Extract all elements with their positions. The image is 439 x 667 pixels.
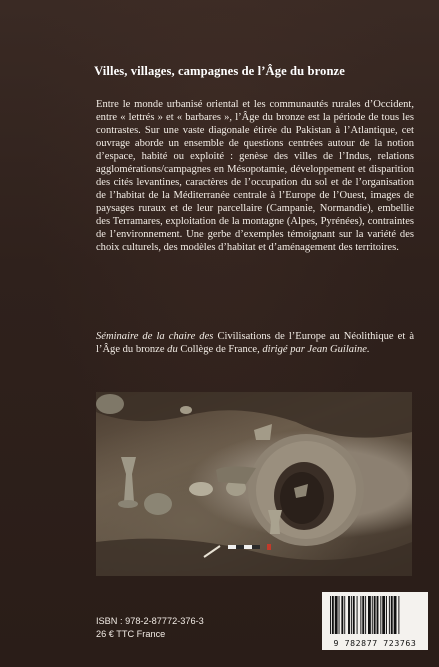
excavation-photo xyxy=(96,392,412,576)
barcode-bar xyxy=(372,596,373,634)
barcode-bars xyxy=(322,592,428,638)
barcode-bar xyxy=(357,596,358,634)
credit-part-c: du xyxy=(164,344,181,355)
barcode-bar xyxy=(335,596,338,634)
barcode-bar xyxy=(380,596,381,634)
barcode xyxy=(322,592,428,650)
barcode-bar xyxy=(377,596,379,634)
summary-text xyxy=(96,98,414,254)
barcode-bar xyxy=(339,596,340,634)
barcode-bar xyxy=(391,596,393,634)
barcode-bar xyxy=(348,596,350,634)
price-label: 26 € TTC France xyxy=(96,628,166,639)
barcode-bar xyxy=(368,596,371,634)
credit-part-d: Collège de France xyxy=(180,344,258,355)
credit-part-a: Séminaire de la chaire des xyxy=(96,331,218,342)
barcode-bar xyxy=(341,596,343,634)
barcode-bar xyxy=(362,596,364,634)
barcode-bar xyxy=(360,596,361,634)
seminar-credit xyxy=(96,330,414,356)
barcode-bar xyxy=(398,596,399,634)
credit-part-b: Civilisations de l’Europe au Néolithique et à l’Âge du bronze xyxy=(96,331,415,355)
barcode-bar xyxy=(365,596,366,634)
barcode-bar xyxy=(394,596,397,634)
barcode-bar xyxy=(332,596,334,634)
book-title: Villes, villages, campagnes de l’Âge du bronze xyxy=(94,64,345,78)
barcode-number: 9 782877 723763 xyxy=(333,638,417,648)
excavation-photo-illustration xyxy=(96,392,412,576)
barcode-bar xyxy=(382,596,385,634)
barcode-bar xyxy=(389,596,390,634)
barcode-bar xyxy=(351,596,352,634)
summary-paragraph: Entre le monde urbanisé oriental et les communautés rurales d’Occident, entre « lettrés » et « barbares », l’Âge du bronze est la période de tous les contrastes. Sur une vaste diagonale étirée du Pakistan à l’Atlantique, cet ouvrage aborde un ensemble de questions centrées autour de la notion d’espace, habité ou exploité : genèse des villes de l’Indus, relations agglomérations/campagnes en Mésopotamie, développement et disparition des cités levantines, caractères de l’occupation du sol et de l’organisation de l’habitat de la Méditerranée centrale à l’Europe de l’Ouest, images de paysages ruraux et de leur parcellaire (Campanie, Normandie), embellie des Terramares, exploitation de la montagne (Alpes, Pyrénées), contraintes de l’environnement. Une gerbe d’exemples témoignant sur la variété des choix culturels, des modèles d’habitat et d’aménagement des territoires. xyxy=(96,99,414,253)
barcode-bar xyxy=(330,596,331,634)
barcode-bar xyxy=(386,596,387,634)
isbn-number: ISBN : 978-2-87772-376-3 xyxy=(96,616,204,626)
isbn-price-block xyxy=(96,615,204,640)
barcode-bar xyxy=(374,596,376,634)
credit-part-e: , dirigé par Jean Guilaine. xyxy=(257,344,370,355)
barcode-bar xyxy=(353,596,355,634)
barcode-bar xyxy=(344,596,345,634)
